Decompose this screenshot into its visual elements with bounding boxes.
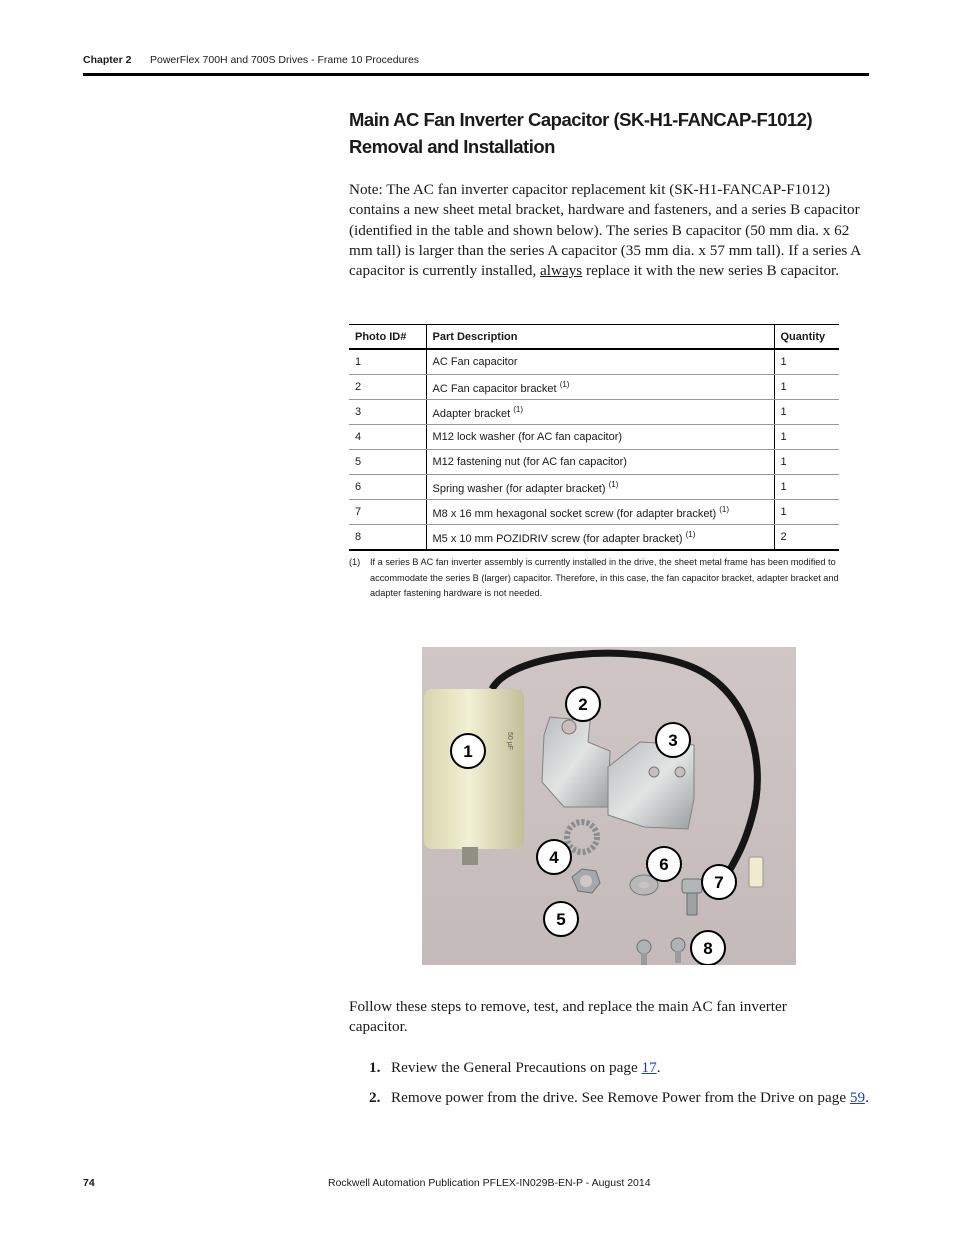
note-paragraph [349, 180, 871, 281]
quantity-cell: 1 [774, 500, 839, 525]
part-description-cell [426, 425, 774, 450]
part-description-cell [426, 349, 774, 375]
pozidriv-shaft-2 [675, 951, 681, 963]
callout-7 [702, 865, 736, 899]
callout-6 [647, 847, 681, 881]
part-description-text: M12 lock washer (for AC fan capacitor) [432, 431, 623, 443]
pozidriv-shaft-1 [641, 953, 647, 965]
adapter-hole-right [675, 767, 685, 777]
step-2-number: 2. [369, 1089, 381, 1107]
callout-1-label: 1 [463, 742, 473, 761]
footnote-reference: (1) [608, 479, 619, 489]
part-description-text: Spring washer (for adapter bracket) [432, 482, 606, 495]
photo-id-cell: 4 [349, 425, 426, 450]
callout-8 [691, 931, 725, 965]
table-row [349, 525, 839, 551]
footnote-reference: (1) [685, 529, 696, 539]
photo-id-cell: 7 [349, 500, 426, 525]
wire-connector [749, 857, 763, 887]
part-description-text: M5 x 10 mm POZIDRIV screw (for adapter bracket) [432, 532, 683, 545]
step-2-page-link[interactable]: 59 [849, 1089, 866, 1107]
callout-4 [537, 840, 571, 874]
procedure-steps [349, 1058, 871, 1119]
column-header-photo-id: Photo ID# [349, 325, 426, 350]
callout-1 [451, 734, 485, 768]
callout-3-label: 3 [668, 731, 678, 750]
step-1-text: Review the General Precautions on page [391, 1059, 642, 1076]
table-row [349, 400, 839, 425]
callout-3 [656, 723, 690, 757]
washer-hole [639, 882, 649, 889]
callout-5 [544, 902, 578, 936]
quantity-cell: 1 [774, 425, 839, 450]
quantity-cell: 1 [774, 375, 839, 400]
callout-8-label: 8 [703, 939, 713, 958]
callout-5-label: 5 [556, 910, 566, 929]
pozidriv-screw-2 [671, 938, 685, 952]
step-2-end: . [865, 1089, 869, 1107]
photo-id-cell: 8 [349, 525, 426, 551]
photo-id-cell: 6 [349, 475, 426, 500]
pozidriv-screw-1 [637, 940, 651, 954]
photo-id-cell: 1 [349, 349, 426, 375]
quantity-cell: 1 [774, 349, 839, 375]
callout-6-label: 6 [659, 855, 669, 874]
table-row [349, 500, 839, 525]
part-description-text: M8 x 16 mm hexagonal socket screw (for adapter bracket) [432, 507, 717, 520]
part-description-text: AC Fan capacitor [432, 356, 518, 368]
running-title: PowerFlex 700H and 700S Drives - Frame 10 Procedures [150, 54, 420, 66]
parts-photo [422, 647, 796, 965]
part-description-text: M12 fastening nut (for AC fan capacitor) [432, 456, 627, 468]
socket-screw-shaft [687, 893, 697, 915]
table-row [349, 375, 839, 400]
bracket-hole [562, 720, 576, 734]
note-text-start: Note: The AC fan inverter capacitor replacement kit (SK-H1-FANCAP-F1012) contains a new sheet metal bracket, hardware and fasteners, and a series B capacitor (identified in the table and shown below). The series B capacitor (50 mm dia. x 62 mm tall) is larger than the series A capacitor (35 mm dia. x 57 mm tall). If a series A capacitor is currently installed, [349, 181, 861, 280]
footnote-reference: (1) [513, 404, 523, 414]
table-header-row [349, 325, 839, 350]
part-description-cell [426, 475, 774, 500]
capacitor-print: 50 µF [506, 732, 513, 751]
quantity-cell: 1 [774, 450, 839, 475]
step-2 [349, 1088, 871, 1108]
section-title: Main AC Fan Inverter Capacitor (SK-H1-FANCAP-F1012) Removal and Installation [349, 109, 813, 157]
photo-id-cell: 5 [349, 450, 426, 475]
page-number: 74 [83, 1177, 95, 1189]
callout-2 [566, 687, 600, 721]
step-1-number: 1. [369, 1059, 381, 1076]
steps-intro: Follow these steps to remove, test, and replace the main AC fan inverter capacitor. [349, 998, 787, 1036]
photo-id-cell: 2 [349, 375, 426, 400]
chapter-label: Chapter 2 [83, 54, 132, 66]
nut-hole [580, 875, 592, 887]
adapter-hole-left [649, 767, 659, 777]
socket-screw-head [682, 879, 702, 893]
step-1-end: . [656, 1059, 661, 1076]
note-text-end: replace it with the new series B capacitor. [582, 262, 840, 280]
part-description-cell [426, 375, 774, 400]
part-description-cell [426, 500, 774, 525]
part-description-cell [426, 400, 774, 425]
step-1 [349, 1058, 871, 1078]
table-row [349, 450, 839, 475]
part-description-text: Adapter bracket [432, 407, 511, 420]
ac-fan-capacitor [424, 689, 524, 849]
capacitor-stud [462, 847, 478, 865]
callout-2-label: 2 [578, 695, 588, 714]
quantity-cell: 1 [774, 400, 839, 425]
parts-table [349, 324, 839, 551]
part-description-text: AC Fan capacitor bracket [432, 382, 557, 395]
step-1-page-link[interactable]: 17 [641, 1059, 657, 1076]
table-row [349, 349, 839, 375]
column-header-quantity: Quantity [774, 325, 839, 350]
part-description-cell [426, 525, 774, 551]
column-header-part-description: Part Description [426, 325, 774, 350]
note-emphasis: always [540, 262, 583, 280]
footnote-reference: (1) [559, 379, 570, 389]
step-2-text: Remove power from the drive. See Remove Power from the Drive on page [391, 1089, 850, 1107]
callout-4-label: 4 [549, 848, 559, 867]
header-rule [83, 73, 869, 76]
table-row [349, 425, 839, 450]
footnote-text: If a series B AC fan inverter assembly is currently installed in the drive, the sheet metal frame has been modified to accommodate the series B (larger) capacitor. Therefore, in this case, the fan capacitor bracket, adapter bracket and adapter fastening hardware is not needed. [370, 557, 839, 598]
footnote-reference: (1) [719, 504, 730, 514]
callout-7-label: 7 [714, 873, 724, 892]
publication-line: Rockwell Automation Publication PFLEX-IN029B-EN-P - August 2014 [328, 1177, 651, 1189]
photo-id-cell: 3 [349, 400, 426, 425]
part-description-cell [426, 450, 774, 475]
quantity-cell: 2 [774, 525, 839, 551]
table-row [349, 475, 839, 500]
footnote-mark: (1) [349, 557, 361, 567]
quantity-cell: 1 [774, 475, 839, 500]
